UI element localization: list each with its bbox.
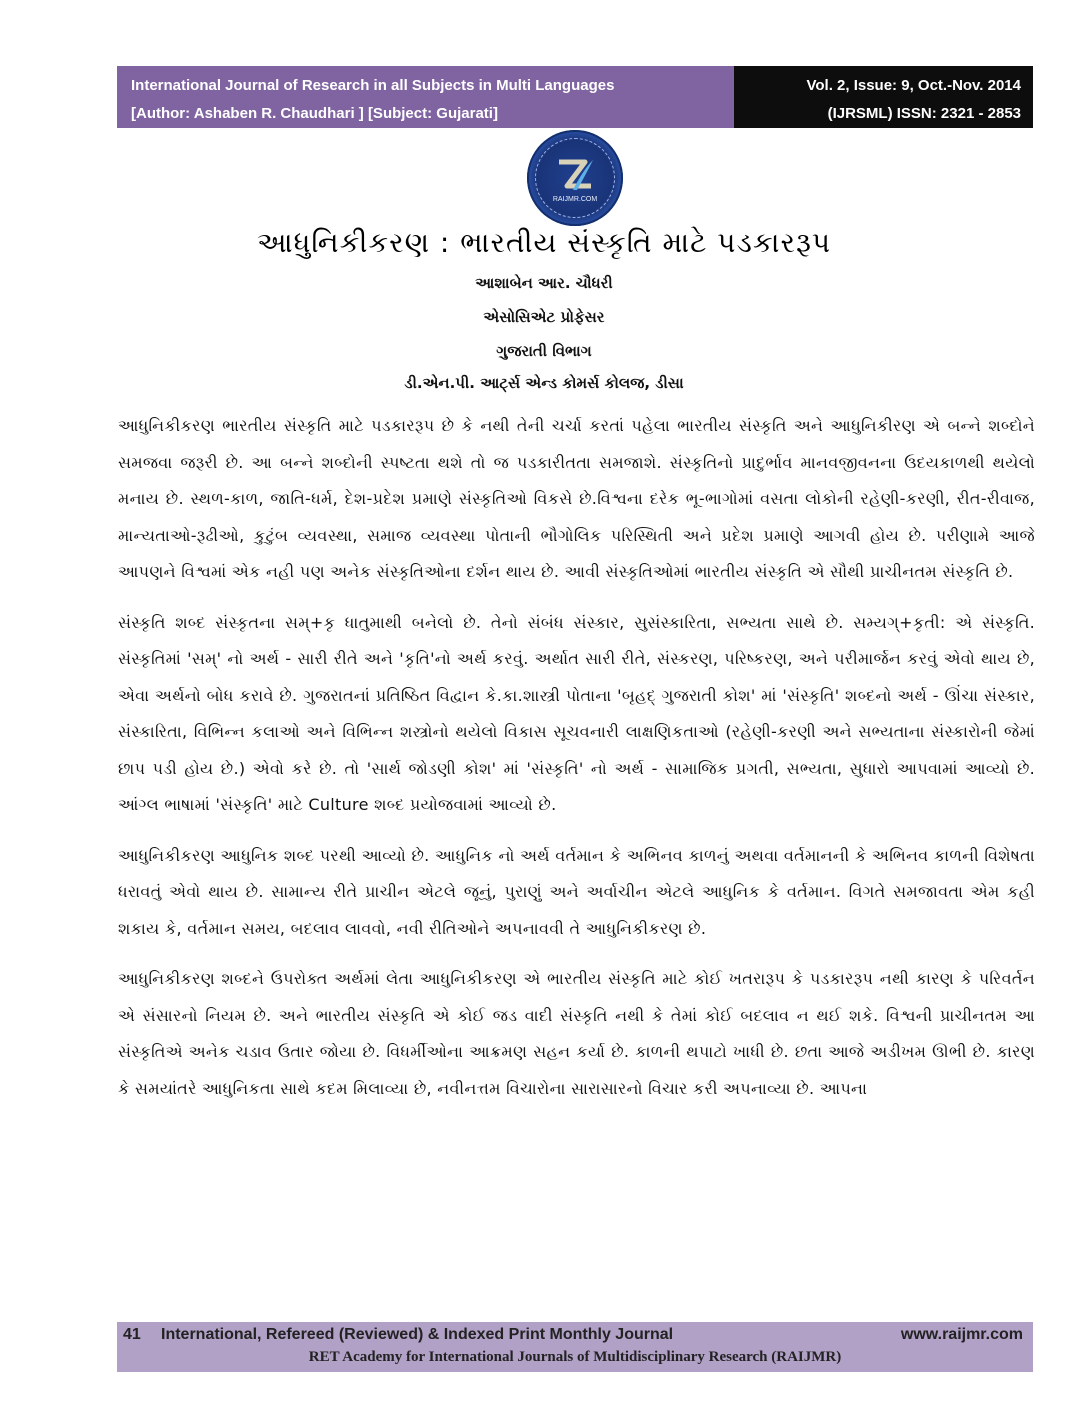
article-title: આધુનિકીકરણ : ભારતીય સંસ્કૃતિ માટે પડકારરૂપ <box>256 226 832 259</box>
logo-text: RAIJMR.COM <box>552 196 598 203</box>
header-left-panel <box>117 66 734 128</box>
footer-top-row <box>123 1326 1023 1348</box>
author-college: ડી.એન.પી. આર્ટ્સ એન્ડ કોમર્સ કોલજ, ડીસા <box>404 374 684 392</box>
header-right-panel <box>734 66 1033 128</box>
journal-header <box>117 66 1033 128</box>
journal-type: International, Refereed (Reviewed) & Indexed Print Monthly Journal <box>161 1326 674 1343</box>
paragraph: આધુનિકીકરણ આધુનિક શબ્દ પરથી આવ્યો છે. આધુનિક નો અર્થ વર્તમાન કે અભિનવ કાળનું અથવા વર્તમાનની કે અભિનવ કાળની વિશેષતા ધરાવતું એવો થાય છે. સામાન્ય રીતે પ્રાચીન એટલે જૂનું, પુરાણું અને અર્વાચીન એટલે આધુનિક કે વર્તમાન. વિગતે સમજાવતા એમ કહી શકાય કે, વર્તમાન સમય, બદલાવ લાવવો, નવી રીતિઓને અપનાવવી તે આધુનિકીકરણ છે. <box>118 845 1035 938</box>
journal-name: International Journal of Research in all Subjects in Multi Languages <box>131 77 615 94</box>
paragraph: આધુનિકીકરણ ભારતીય સંસ્કૃતિ માટે પડકારરૂપ છે કે નથી તેની ચર્ચા કરતાં પહેલા ભારતીય સંસ્કૃતિ અને આધુનિકીરણ એ બન્ને શબ્દોને સમજવા જરૂરી છે. આ બન્ને શબ્દોની સ્પષ્ટતા થશે તો જ પડકારીતતા સમજાશે. સંસ્કૃતિનો પ્રાદુર્ભાવ માનવજીવનના ઉદયકાળથી થયેલો મનાય છે. સ્થળ-કાળ, જાતિ-ધર્મ, દેશ-પ્રદેશ પ્રમાણે સંસ્કૃતિઓ વિકસે છે.વિશ્વના દરેક ભૂ-ભાગોમાં વસતા લોકોની રહેણી-કરણી, રીત-રીવાજ, માન્યતાઓ-રૂઢીઓ, કુટુંબ વ્યવસ્થા, સમાજ વ્યવસ્થા પોતાની ભૌગોલિક પરિસ્થિતી અને પ્રદેશ પ્રમાણે આગવી હોય છે. પરીણામે આજે આપણને વિશ્વમાં એક નહી પણ અનેક સંસ્કૃતિઓના દર્શન થાય છે. આવી સંસ્કૃતિઓમાં ભારતીય સંસ્કૃતિ એ સૌથી પ્રાચીનતમ સંસ્કૃતિ છે. <box>118 416 1035 581</box>
journal-footer <box>117 1322 1033 1372</box>
raijmr-logo-icon <box>527 130 623 226</box>
author-designation: એસોસિએટ પ્રોફેસર <box>483 308 605 326</box>
academy-name: RET Academy for International Journals of Multidisciplinary Research (RAIJMR) <box>308 1349 842 1365</box>
paragraph: સંસ્કૃતિ શબ્દ સંસ્કૃતના સમ્+કૃ ધાતુમાથી બનેલો છે. તેનો સંબંધ સંસ્કાર, સુસંસ્કારિતા, સભ્યતા સાથે છે. સમ્યગ્+કૃતી: એ સંસ્કૃતિ. સંસ્કૃતિમાં 'સમ્' નો અર્થ - સારી રીતે અને 'કૃતિ'નો અર્થ કરવું. અર્થાત સારી રીતે, સંસ્કરણ, પરિષ્કરણ, અને પરીમાર્જન કરવું એવો થાય છે, એવા અર્થનો બોધ કરાવે છે. ગુજરાતનાં પ્રતિષ્ઠિત વિદ્વાન કે.કા.શાસ્ત્રી પોતાના 'બૃહદ્ ગુજરાતી કોશ' માં 'સંસ્કૃતિ' શબ્દનો અર્થ - ઊંચા સંસ્કાર, સંસ્કારિતા, વિભિન્ન કલાઓ અને વિભિન્ન શસ્ત્રોનો થયેલો વિકાસ સૂચવનારી લાક્ષણિકતાઓ (રહેણી-કરણી અને સભ્યતાના સંસ્કારોની જેમાં છાપ પડી હોય છે.) એવો કરે છે. તો 'સાર્થ જોડણી કોશ' માં 'સંસ્કૃતિ' નો અર્થ - સામાજિક પ્રગતી, સભ્યતા, સુધારો આપવામાં આવ્યો છે. આંગ્લ ભાષામાં 'સંસ્કૃતિ' માટે Culture શબ્દ પ્રયોજવામાં આવ્યો છે. <box>118 612 1035 814</box>
author-department: ગુજરાતી વિભાગ <box>496 342 592 360</box>
volume-issue: Vol. 2, Issue: 9, Oct.-Nov. 2014 <box>806 77 1021 94</box>
author-name: આશાબેન આર. ચૌધરી <box>475 274 613 292</box>
author-subject: [Author: Ashaben R. Chaudhari ] [Subject: Gujarati] <box>131 105 498 122</box>
website-link[interactable]: www.raijmr.com <box>900 1326 1023 1343</box>
article-body <box>118 408 1035 1121</box>
issn: (IJRSML) ISSN: 2321 - 2853 <box>827 105 1021 122</box>
page-number: 41 <box>123 1326 141 1343</box>
paragraph: આધુનિકીકરણ શબ્દને ઉપરોક્ત અર્થમાં લેતા આધુનિકીકરણ એ ભારતીય સંસ્કૃતિ માટે કોઈ ખતરારૂપ કે પડકારરૂપ નથી કારણ કે પરિવર્તન એ સંસારનો નિયમ છે. અને ભારતીય સંસ્કૃતિ એ કોઈ જડ વાદી સંસ્કૃતિ નથી કે તેમાં કોઈ બદલાવ ન થઈ શકે. વિશ્વની પ્રાચીનતમ આ સંસ્કૃતિએ અનેક ચડાવ ઉતાર જોયા છે. વિધર્મીઓના આક્રમણ સહન કર્યા છે. કાળની થપાટો ખાધી છે. છતા આજે અડીખમ ઊભી છે. કારણ કે સમયાંતરે આધુનિકતા સાથે કદમ મિલાવ્યા છે, નવીનત્તમ વિચારોના સારાસારનો વિચાર કરી અપનાવ્યા છે. આપના <box>118 969 1035 1098</box>
logo-feather-icon <box>555 156 595 194</box>
